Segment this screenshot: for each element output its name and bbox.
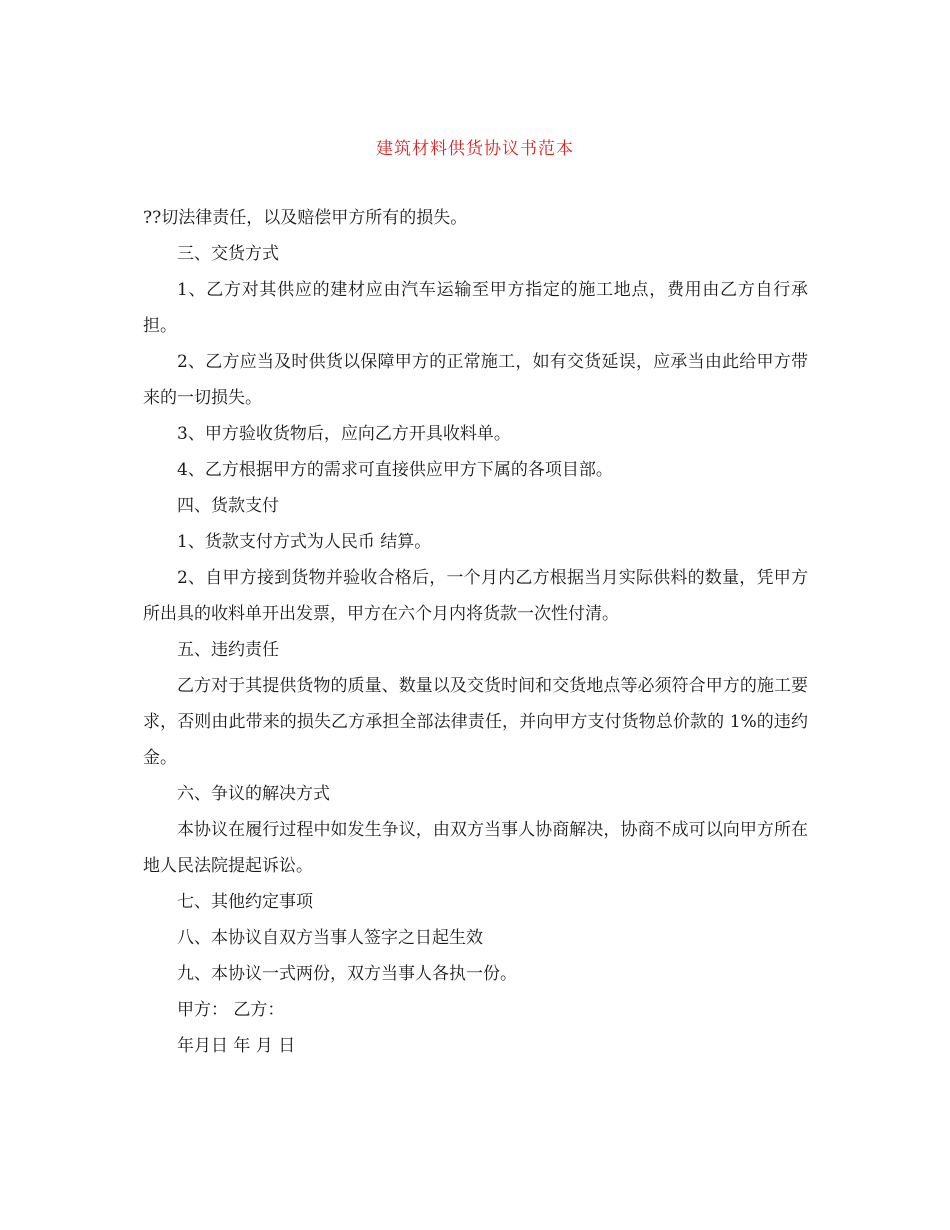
section-heading-breach: 五、违约责任 [177,640,279,660]
paragraph-delivery-3: 3、甲方验收货物后，应向乙方开具收料单。 [177,424,511,444]
paragraph-payment-1: 1、货款支付方式为人民币 结算。 [177,532,432,552]
paragraph-continuation: ??切法律责任，以及赔偿甲方所有的损失。 [143,208,468,228]
section-heading-delivery: 三、交货方式 [177,244,279,264]
document-body [143,200,808,1064]
section-heading-other: 七、其他约定事项 [177,892,313,912]
signature-dates: 年月日 年 月 日 [177,1036,296,1056]
paragraph-delivery-2: 2、乙方应当及时供货以保障甲方的正常施工，如有交货延误，应承当由此给甲方带来的一切损失。 [143,352,808,408]
document-title: 建筑材料供货协议书范本 [376,139,574,159]
signature-parties: 甲方： 乙方： [177,1000,285,1020]
section-heading-dispute: 六、争议的解决方式 [177,784,330,804]
section-heading-payment: 四、货款支付 [177,496,279,516]
paragraph-delivery-1: 1、乙方对其供应的建材应由汽车运输至甲方指定的施工地点，费用由乙方自行承担。 [143,280,808,336]
section-heading-effective: 八、本协议自双方当事人签字之日起生效 [177,928,483,948]
paragraph-dispute: 本协议在履行过程中如发生争议，由双方当事人协商解决，协商不成可以向甲方所在地人民法院提起诉讼。 [143,820,808,876]
paragraph-delivery-4: 4、乙方根据甲方的需求可直接供应甲方下属的各项目部。 [177,460,613,480]
paragraph-payment-2: 2、自甲方接到货物并验收合格后，一个月内乙方根据当月实际供料的数量，凭甲方所出具的收料单开出发票，甲方在六个月内将货款一次性付清。 [143,568,808,624]
section-heading-copies: 九、本协议一式两份，双方当事人各执一份。 [177,964,517,984]
paragraph-breach: 乙方对于其提供货物的质量、数量以及交货时间和交货地点等必须符合甲方的施工要求，否则由此带来的损失乙方承担全部法律责任，并向甲方支付货物总价款的 1%的违约金。 [143,676,808,768]
